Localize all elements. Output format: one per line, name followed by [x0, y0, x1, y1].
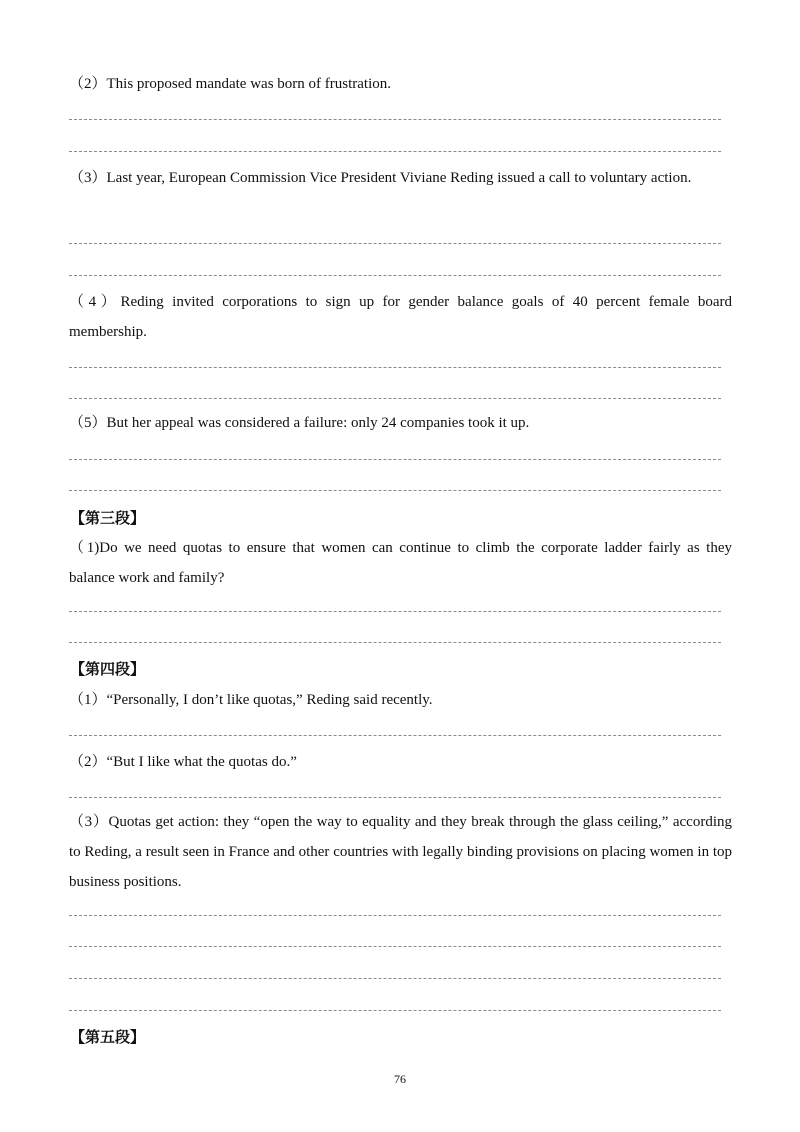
- answer-line: [69, 611, 721, 612]
- answer-line: [69, 243, 721, 244]
- sentence-3-1: （1)Do we need quotas to ensure that women can continue to climb the corporate ladder fairly as they balance work and family?: [69, 540, 732, 586]
- sentence-2-2: （2）This proposed mandate was born of frustration.: [69, 76, 392, 92]
- answer-line: [69, 735, 721, 736]
- answer-line: [69, 1010, 721, 1011]
- answer-line: [69, 797, 721, 798]
- sentence-4-2: （2）“But I like what the quotas do.”: [69, 754, 297, 770]
- answer-line: [69, 978, 721, 979]
- page-number: 76: [394, 1072, 406, 1086]
- section-5-heading: 【第五段】: [70, 1028, 146, 1046]
- answer-line: [69, 151, 721, 152]
- answer-line: [69, 398, 721, 399]
- section-3-heading: 【第三段】: [70, 509, 146, 527]
- answer-line: [69, 275, 721, 276]
- section-4-heading: 【第四段】: [70, 660, 146, 678]
- sentence-4-3: （3）Quotas get action: they “open the way to equality and they break through the glass ceiling,” according to Reding, a result seen in France and other countries with legally binding provisions on placing women in top business positions.: [69, 814, 732, 890]
- sentence-4-1: （1）“Personally, I don’t like quotas,” Reding said recently.: [69, 692, 433, 708]
- sentence-2-3: （3）Last year, European Commission Vice President Viviane Reding issued a call to voluntary action.: [69, 170, 692, 186]
- sentence-2-5: （5）But her appeal was considered a failure: only 24 companies took it up.: [69, 415, 530, 431]
- answer-line: [69, 946, 721, 947]
- answer-line: [69, 915, 721, 916]
- answer-line: [69, 459, 721, 460]
- answer-line: [69, 367, 721, 368]
- sentence-2-4: （4）Reding invited corporations to sign up for gender balance goals of 40 percent female board membership.: [69, 294, 732, 340]
- answer-line: [69, 119, 721, 120]
- answer-line: [69, 642, 721, 643]
- answer-line: [69, 490, 721, 491]
